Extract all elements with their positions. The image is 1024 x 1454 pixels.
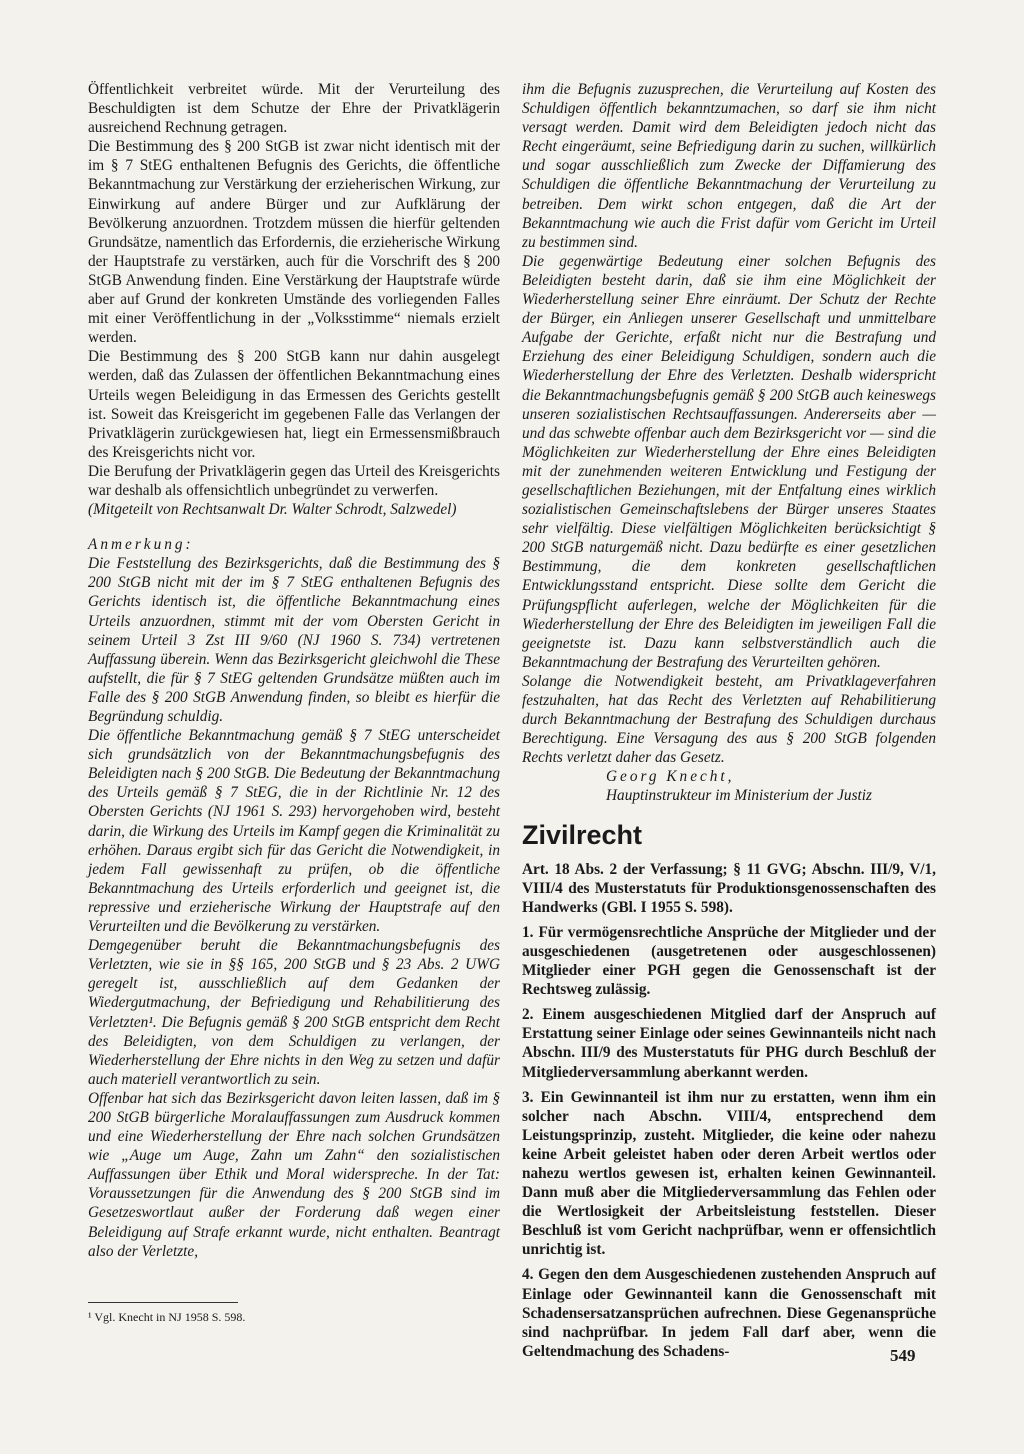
annotation-paragraph: Die öffentliche Bekanntmachung gemäß § 7 StEG unterscheidet sich grundsätzlich von der Bekanntmachungsbefugnis des Beleidigten nach § 200 StGB. Die Bedeutung der Bekanntmachung des Urteils gemäß § 7 StEG, die in der Richtlinie Nr. 12 des Obersten Gerichts (NJ 1961 S. 293) hervorgehoben wird, besteht darin, die Wirkung des Urteils im Kampf gegen die Kriminalität zu erhöhen. Daraus ergibt sich für das Gericht die Notwendigkeit, in jedem Fall gewissenhaft zu prüfen, ob die öffentliche Bekanntmachung des Urteils erforderlich und geeignet ist, die repressive und erzieherische Wirkung der Hauptstrafe auf den Verurteilten und die Bevölkerung zu verstärken.	[88, 727, 500, 936]
paragraph: Die Bestimmung des § 200 StGB kann nur dahin ausgelegt werden, daß das Zulassen der öffentlichen Bekanntmachung eines Urteils wegen Beleidigung in das Ermessen des Gerichts gestellt ist. Soweit das Kreisgericht im gegebenen Falle das Verlangen der Privatklägerin zurückgewiesen hat, liegt ein Ermessensmißbrauch des Kreisgerichts nicht vor.	[88, 348, 500, 461]
author-name: Georg Knecht,	[606, 768, 735, 786]
paragraph: Die Bestimmung des § 200 StGB ist zwar nicht identisch mit der im § 7 StEG enthaltenen Befugnis des Gerichts, die öffentliche Bekanntmachung zur Verstärkung der erzieherischen Wirkung, zur Einwirkung auf andere Bürger und zur Aufklärung der Bevölkerung anzuordnen. Trotzdem müssen die hierfür geltenden Grundsätze, namentlich das Erfordernis, die erzieherische Wirkung der Hauptstrafe zu verstärken, auch für die Vorschrift des § 200 StGB Anwendung finden. Eine Verstärkung der Hauptstrafe würde aber auf Grund der konkreten Umstände des vorliegenden Falles mit einer Veröffentlichung in der „Volksstimme“ niemals erzielt werden.	[88, 138, 500, 347]
right-column	[522, 80, 936, 1361]
headnote-paragraph: 1. Für vermögensrechtliche Ansprüche der Mitglieder und der ausgeschiedenen (ausgetretenen oder ausgeschlossenen) Mitglieder einer PGH gegen die Genossenschaft ist der Rechtsweg zulässig.	[522, 923, 936, 999]
paragraph: Öffentlichkeit verbreitet würde. Mit der Verurteilung des Beschuldigten ist dem Schutze der Ehre der Privatklägerin ausreichend Rechnung getragen.	[88, 81, 500, 137]
annotation-paragraph: Offenbar hat sich das Bezirksgericht davon leiten lassen, daß im § 200 StGB bürgerliche Moralauffassungen zum Ausdruck kommen und eine Wiederherstellung der Ehre nach solchen Grundsätzen wie „Auge um Auge, Zahn um Zahn“ den sozialistischen Auffassungen über Ethik und Moral widerspreche. In der Tat: Voraussetzungen für die Anwendung des § 200 StGB sind im Gesetzeswortlaut außer der Forderung daß wegen einer Beleidigung auf Strafe erkannt wurde, nicht enthalten. Beantragt also der Verletzte,	[88, 1089, 500, 1260]
footnote-divider	[88, 1302, 238, 1303]
headnote-paragraph: 2. Einem ausgeschiedenen Mitglied darf der Anspruch auf Erstattung seiner Einlage oder seines Gewinnanteils nicht nach Abschn. III/9 des Musterstatuts für PHG durch Beschluß der Mitgliederversammlung aberkannt werden.	[522, 1006, 936, 1081]
annotation-paragraph: ihm die Befugnis zuzusprechen, die Verurteilung auf Kosten des Schuldigen öffentlich bekanntzumachen, so darf sie ihm nicht versagt werden. Damit wird dem Beleidigten jedoch nicht das Recht eingeräumt, seine Befriedigung darin zu suchen, willkürlich und sogar ausschließlich zum Zwecke der Diffamierung des Schuldigen die öffentliche Bekanntmachung der Verurteilung zu betreiben. Dem wirkt schon entgegen, daß die Art der Bekanntmachung wie auch die Frist dafür vom Gericht im Urteil zu bestimmen sind.	[522, 81, 936, 251]
annotation-heading: Anmerkung:	[88, 536, 194, 554]
spacer	[88, 519, 500, 535]
annotation-paragraph: Solange die Notwendigkeit besteht, am Privatklageverfahren festzuhalten, hat das Recht des Verletzten auf Rehabilitierung durch Bekanntmachung der Bestrafung des Schuldigen durchaus Berechtigung. Eine Versagung des aus § 200 StGB folgenden Rechts verletzt daher das Gesetz.	[522, 672, 936, 767]
headnote-paragraph: 3. Ein Gewinnanteil ist ihm nur zu erstatten, wenn ihm ein solcher nach Abschn. VIII/4, entsprechend dem Leistungsprinzip, zusteht. Mitglieder, die keine oder nahezu keine Arbeit geleistet haben oder deren Arbeit wertlos oder nahezu wertlos gewesen ist, erhalten keinen Gewinnanteil. Dann muß aber die Mitgliederversammlung das Fehlen oder die Wertlosigkeit der Arbeitsleistung feststellen. Dieser Beschluß ist vom Gericht nachprüfbar, wenn er offensichtlich unrichtig ist.	[522, 1088, 936, 1259]
author-title: Hauptinstrukteur im Ministerium der Justiz	[606, 787, 872, 805]
section-heading: Zivilrecht	[522, 819, 643, 850]
page-number: 549	[890, 1346, 916, 1365]
annotation-paragraph: (Mitgeteilt von Rechtsanwalt Dr. Walter Schrodt, Salzwedel)	[88, 501, 457, 519]
left-column	[88, 80, 500, 1261]
footnote: ¹ Vgl. Knecht in NJ 1958 S. 598.	[88, 1310, 246, 1324]
annotation-paragraph: Demgegenüber beruht die Bekanntmachungsbefugnis des Verletzten, wie sie in §§ 165, 200 StGB und § 23 Abs. 2 UWG geregelt ist, ausschließlich auf dem Gedanken der Wiedergutmachung, der Befriedigung und Rehabilitierung des Verletzten¹. Die Befugnis gemäß § 200 StGB entspricht dem Recht des Beleidigten, von dem Schuldigen zu verlangen, der Wiederherstellung der Ehre nichts in den Weg zu setzen und dafür auch materiell verantwortlich zu sein.	[88, 937, 500, 1088]
annotation-paragraph: Die Feststellung des Bezirksgerichts, daß die Bestimmung des § 200 StGB nicht mit der im § 7 StEG enthaltenen Befugnis des Gerichts identisch ist, die öffentliche Bekanntmachung eines Urteils anzuordnen, stimmt mit der vom Obersten Gericht in seinem Urteil 3 Zst III 9/60 (NJ 1960 S. 734) vertretenen Auffassung überein. Wenn das Bezirksgericht gleichwohl die These aufstellt, die für § 7 StEG geltenden Grundsätze müßten auch im Falle des § 200 StGB Anwendung finden, so bleibt es hierfür die Begründung schuldig.	[88, 555, 500, 725]
paragraph: Die Berufung der Privatklägerin gegen das Urteil des Kreisgerichts war deshalb als offensichtlich unbegründet zu verwerfen.	[88, 462, 500, 499]
legal-citation: Art. 18 Abs. 2 der Verfassung; § 11 GVG; Abschn. III/9, V/1, VIII/4 des Musterstatuts für Produktionsgenossenschaften des Handwerks (GBl. I 1955 S. 598).	[522, 860, 936, 916]
annotation-paragraph: Die gegenwärtige Bedeutung einer solchen Befugnis des Beleidigten besteht darin, daß sie ihm eine Möglichkeit der Wiederherstellung seiner Ehre einräumt. Der Schutz der Rechte der Bürger, ein Anliegen unserer Gesellschaft und unmittelbare Aufgabe der Gerichte, erfaßt nicht nur die Bestrafung und Erziehung des einer Beleidigung Schuldigen, sondern auch die Wiederherstellung der Ehre des Verletzten. Deshalb widerspricht die Bekanntmachungsbefugnis gemäß § 200 StGB auch keineswegs unseren sozialistischen Rechtsauffassungen. Andererseits aber — und das schwebte offenbar auch dem Bezirksgericht vor — sind die Möglichkeiten zur Wiederherstellung der Ehre eines Beleidigten mit der zunehmenden weiteren Entwicklung und Festigung der gesellschaftlichen Beziehungen, mit der Entfaltung eines wirklich sozialistischen Gemeinschaftslebens der Bürger unseres Staates sehr vielfältig. Diese vielfältigen Möglichkeiten berücksichtigt § 200 StGB naturgemäß nicht. Dazu bedürfte es einer gesetzlichen Bestimmung, die dem konkreten gesellschaftlichen Entwicklungsstand entspricht. Diese sollte dem Gericht die Prüfungspflicht auferlegen, welche der Möglichkeiten für die Wiederherstellung der Ehre des Beleidigten im jeweiligen Fall die geeignetste ist. Dazu kann selbstverständlich auch die Bekanntmachung der Bestrafung des Verurteilten gehören.	[522, 252, 936, 671]
headnote-paragraph: 4. Gegen den dem Ausgeschiedenen zustehenden Anspruch auf Einlage oder Gewinnanteil kann die Genossenschaft mit Schadensersatzansprüchen aufrechnen. Diese Gegenansprüche sind nachprüfbar. In jedem Fall darf aber, wenn die Geltendmachung des Schadens-	[522, 1266, 936, 1360]
